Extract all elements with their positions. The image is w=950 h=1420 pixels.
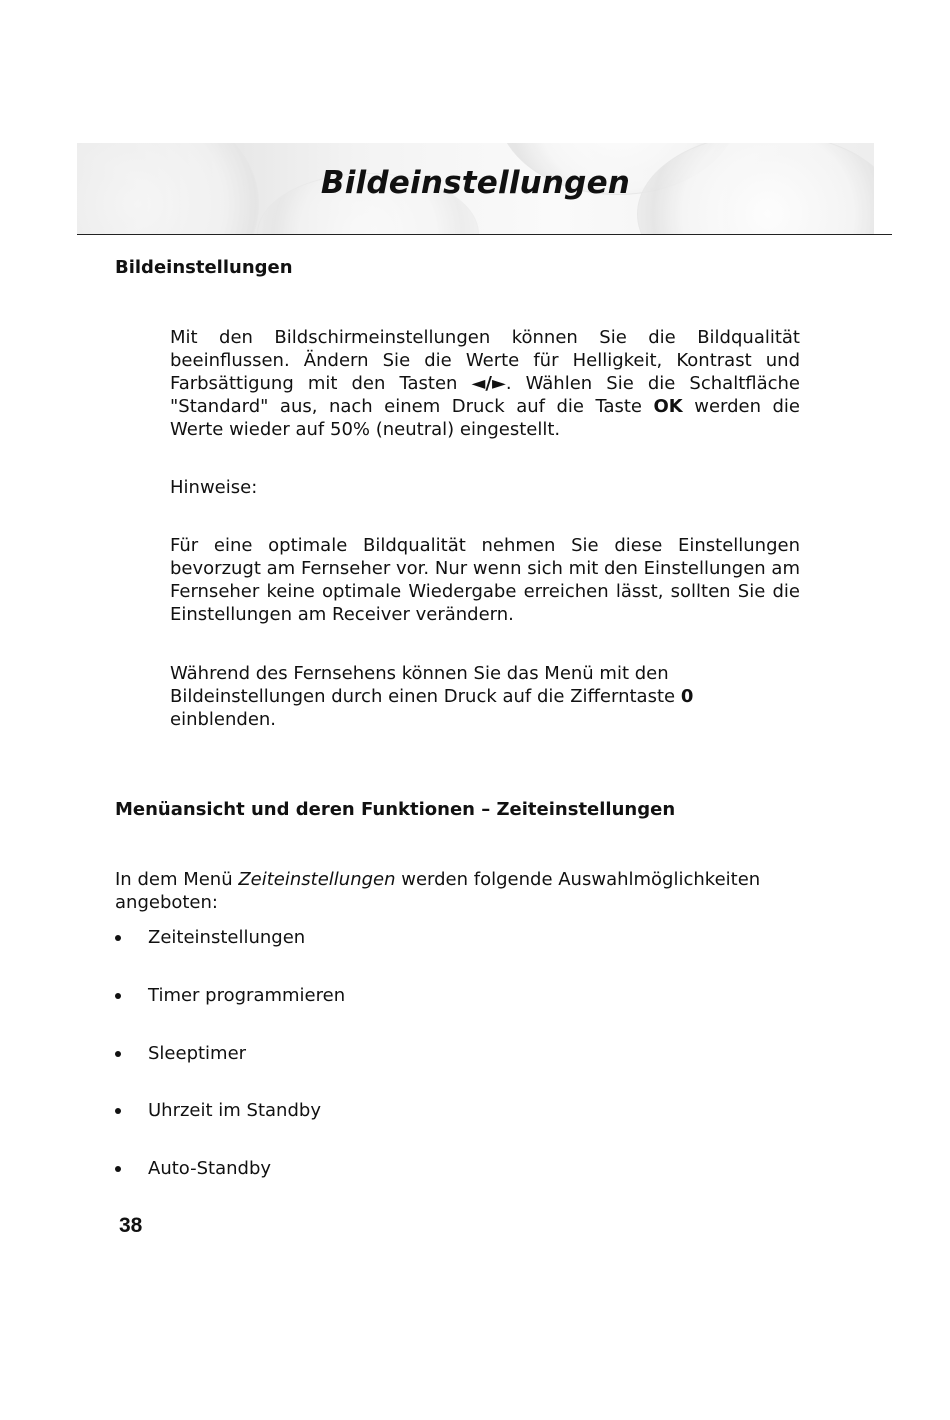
paragraph-intro xyxy=(170,326,800,441)
paragraph-text: Während des Fernsehens können Sie das Menü mit den Bildeinstellungen durch einen Druck auf die Zifferntaste xyxy=(170,663,681,707)
paragraph-text: Mit den Bildschirmeinstellungen können Sie die Bildqualität beeinflussen. Ändern Sie die Werte für Helligkeit, Kontrast und Farbsättigung mit den Tasten xyxy=(170,327,800,394)
paragraph-text: einblenden. xyxy=(170,709,277,730)
bullet-icon xyxy=(115,1108,121,1114)
digit-key-label: 0 xyxy=(680,686,694,707)
list-item-label: Auto-Standby xyxy=(148,1158,272,1179)
paragraph-shortcut xyxy=(170,662,770,731)
header-banner xyxy=(77,143,874,234)
section-heading-bildeinstellungen: Bildeinstellungen xyxy=(115,257,293,278)
bullet-icon xyxy=(115,993,121,999)
paragraph-notes: Für eine optimale Bildqualität nehmen Sie diese Einstellungen bevorzugt am Fernseher vor. Nur wenn sich mit den Einstellungen am Fernseher keine optimale Wiedergabe erreichen lässt, sollten Sie die Einstellungen am Receiver verändern. xyxy=(170,535,800,625)
section-heading-zeiteinstellungen: Menüansicht und deren Funktionen – Zeiteinstellungen xyxy=(115,799,676,820)
arrow-keys-label: ◄/► xyxy=(471,373,506,394)
bullet-icon xyxy=(115,1166,121,1172)
paragraph-text: In dem Menü xyxy=(115,869,239,890)
header-divider xyxy=(77,234,892,235)
paragraph-text: werden die Werte wieder auf 50% (neutral) eingestellt. xyxy=(170,396,801,440)
page-title: Bildeinstellungen xyxy=(320,165,631,201)
page-number: 38 xyxy=(119,1214,143,1237)
paragraph-menu-intro xyxy=(115,868,815,914)
list-item-label: Zeiteinstellungen xyxy=(148,927,306,948)
menu-name: Zeiteinstellungen xyxy=(238,869,396,890)
notes-label: Hinweise: xyxy=(170,477,258,498)
paragraph-text: werden folgende Auswahlmöglichkeiten angeboten: xyxy=(115,869,761,913)
bullet-icon xyxy=(115,1051,121,1057)
list-item-label: Sleeptimer xyxy=(148,1043,247,1064)
list-item-label: Timer programmieren xyxy=(148,985,346,1006)
paragraph-text: . Wählen Sie die Schaltfläche "Standard" aus, nach einem Druck auf die Taste xyxy=(170,373,800,417)
list-item-label: Uhrzeit im Standby xyxy=(148,1100,321,1121)
bullet-icon xyxy=(115,935,121,941)
ok-key-label: OK xyxy=(653,396,683,417)
